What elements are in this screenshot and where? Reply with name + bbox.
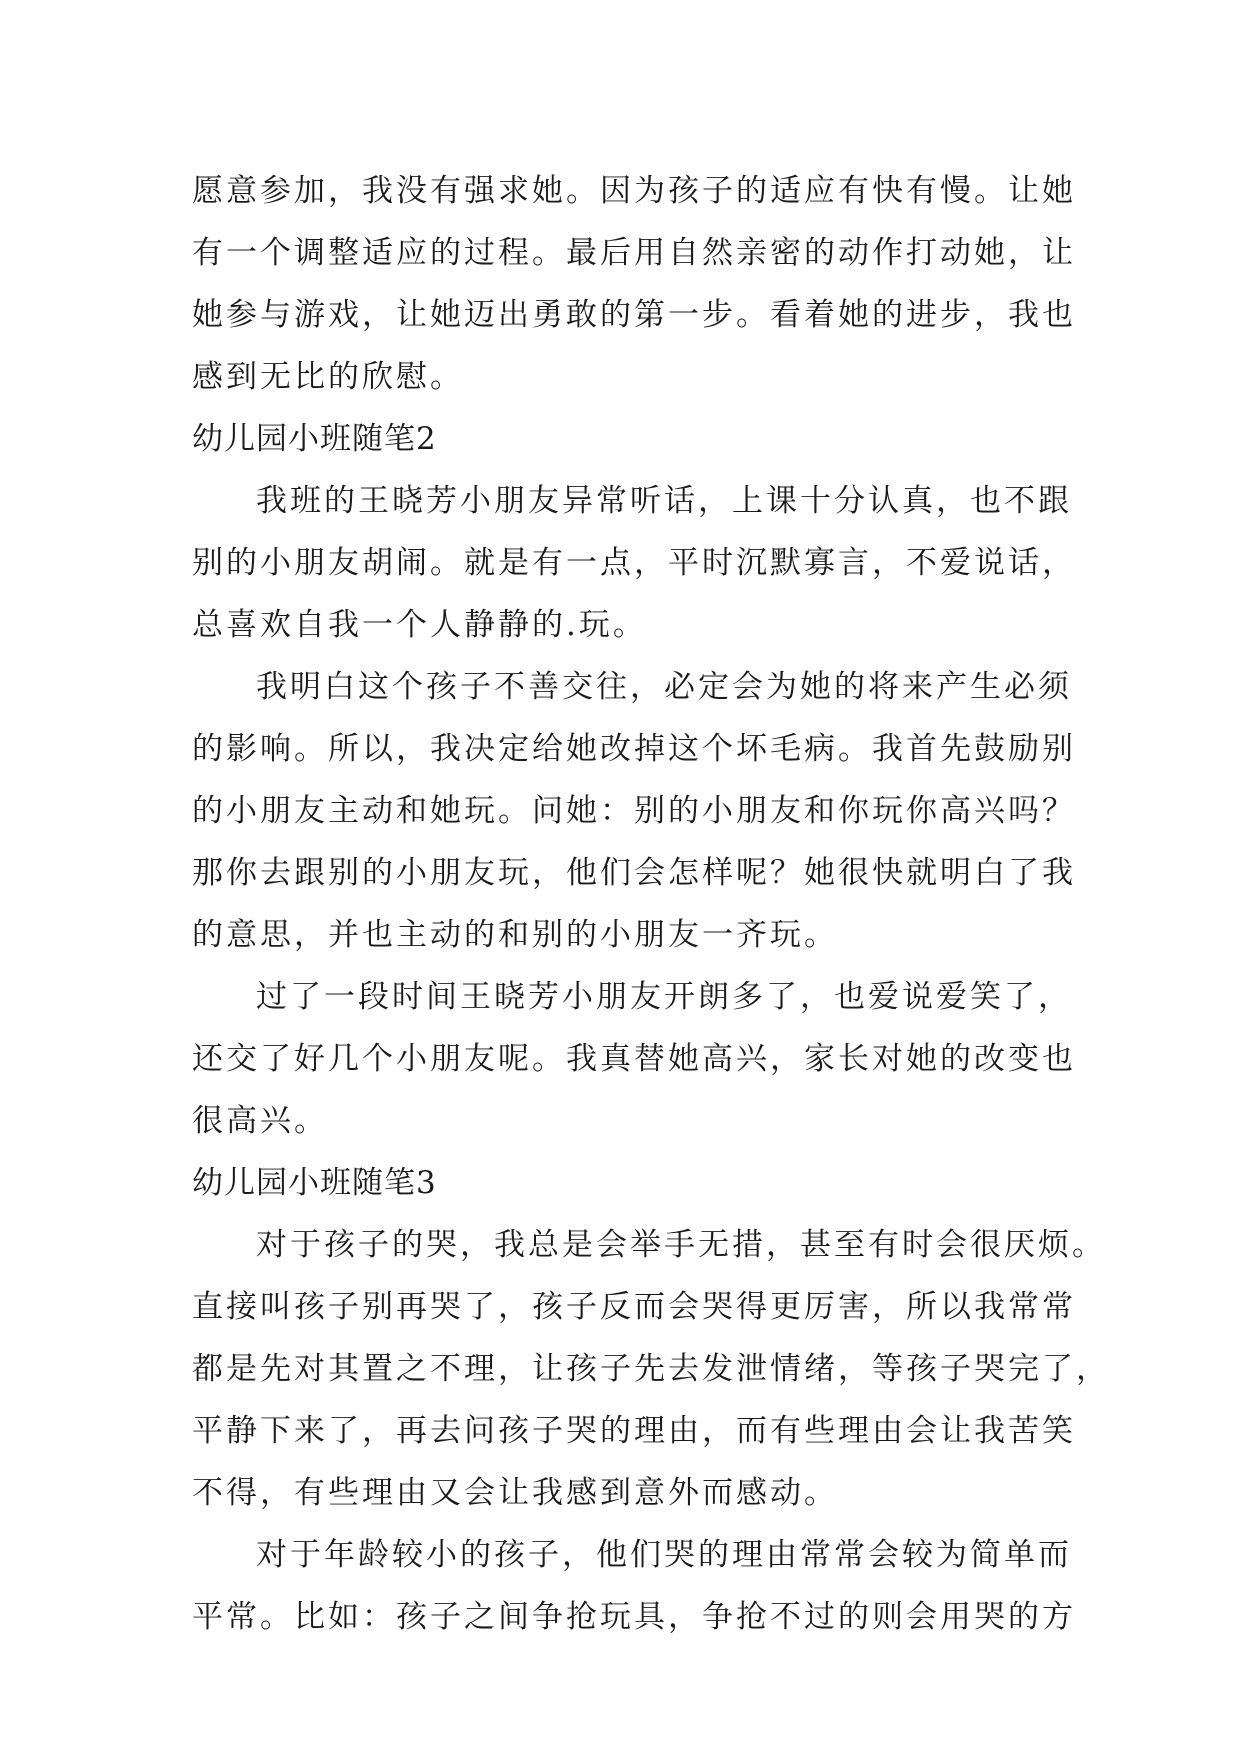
text-line: 平静下来了，再去问孩子哭的理由，而有些理由会让我苦笑: [192, 1413, 1076, 1449]
paragraph-start: 对于年龄较小的孩子，他们哭的理由常常会较为简单而: [256, 1537, 1072, 1573]
text-line: 的影响。所以，我决定给她改掉这个坏毛病。我首先鼓励别: [192, 731, 1076, 767]
paragraph-start: 对于孩子的哭，我总是会举手无措，甚至有时会很厌烦。: [256, 1227, 1106, 1263]
text-line: 平常。比如：孩子之间争抢玩具，争抢不过的则会用哭的方: [192, 1599, 1076, 1635]
text-line: 愿意参加，我没有强求她。因为孩子的适应有快有慢。让她: [192, 173, 1076, 209]
text-line: 都是先对其置之不理，让孩子先去发泄情绪，等孩子哭完了，: [192, 1351, 1110, 1387]
paragraph-start: 我明白这个孩子不善交往，必定会为她的将来产生必须: [256, 669, 1072, 705]
paragraph-start: 过了一段时间王晓芳小朋友开朗多了，也爱说爱笑了，: [256, 979, 1072, 1015]
text-line: 不得，有些理由又会让我感到意外而感动。: [192, 1475, 838, 1511]
text-line: 感到无比的欣慰。: [192, 359, 464, 395]
text-line: 直接叫孩子别再哭了，孩子反而会哭得更厉害，所以我常常: [192, 1289, 1076, 1325]
text-line: 很高兴。: [192, 1103, 328, 1139]
section-heading-2: 幼儿园小班随笔2: [192, 421, 437, 457]
section-heading-3: 幼儿园小班随笔3: [192, 1165, 437, 1201]
text-line: 还交了好几个小朋友呢。我真替她高兴，家长对她的改变也: [192, 1041, 1076, 1077]
text-line: 那你去跟别的小朋友玩，他们会怎样呢？她很快就明白了我: [192, 855, 1076, 891]
text-line: 别的小朋友胡闹。就是有一点，平时沉默寡言，不爱说话，: [192, 545, 1076, 581]
text-line: 有一个调整适应的过程。最后用自然亲密的动作打动她，让: [192, 235, 1076, 271]
document-body: [192, 160, 1110, 1648]
text-line: 的意思，并也主动的和别的小朋友一齐玩。: [192, 917, 838, 953]
text-line: 她参与游戏，让她迈出勇敢的第一步。看着她的进步，我也: [192, 297, 1076, 333]
text-line: 的小朋友主动和她玩。问她：别的小朋友和你玩你高兴吗？: [192, 793, 1076, 829]
paragraph-start: 我班的王晓芳小朋友异常听话，上课十分认真，也不跟: [256, 483, 1072, 519]
text-line: 总喜欢自我一个人静静的.玩。: [192, 607, 647, 643]
